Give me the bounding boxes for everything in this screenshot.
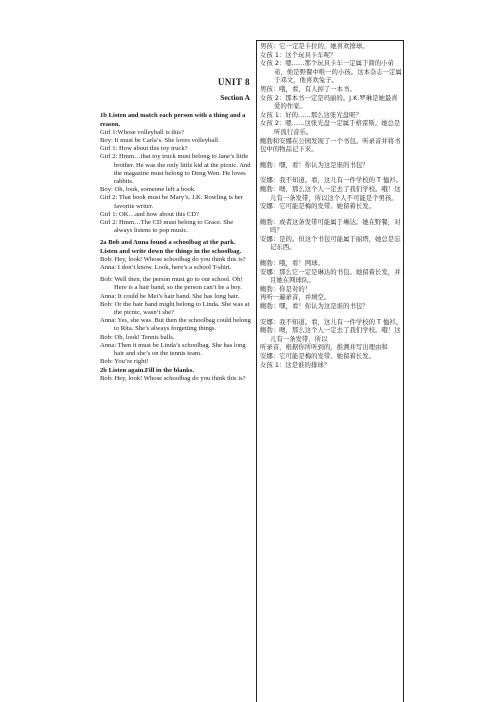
translation-line: 男孩：它一定是卡拉的，她喜欢排球。 xyxy=(260,42,369,50)
english-column xyxy=(100,78,252,383)
dialogue-line: Girl 1: How about this toy truck? xyxy=(100,145,188,153)
section-title: Section A xyxy=(220,93,250,103)
translation-line: 安娜：那么它一定是琳达的书包。她留着长发，并且她在网球队。 xyxy=(260,267,401,285)
unit-title: UNIT 8 xyxy=(217,77,250,87)
dialogue-line: Bob: Oh, look! Tennis balls. xyxy=(100,333,175,341)
translation-line: 女孩 1：好的……那么这张光盘呢？ xyxy=(260,110,362,119)
dialogue-line: Boy: It must be Carla’s. She loves volleyball. xyxy=(100,137,220,145)
dialogue-line: Anna: I don’t know. Look, here’s a school T-shirt. xyxy=(100,264,232,272)
dialogue-line: Girl 2: Hmm…that toy truck must belong to Jane’s little brother. He was the only little kid at the picnic. And the magazine must belong to Deng Wen. He loves rabbits. xyxy=(100,153,251,186)
dialogue-line: Bob: Hey, look! Whose schoolbag do you think this is? xyxy=(100,255,246,263)
dialogue-line: Bob: Or the hair band might belong to Linda. She was at the picnic, wasn’t she? xyxy=(100,300,250,317)
translation-line: 鲍勃：哦，看！网球。 xyxy=(260,259,324,268)
translation-line: 鲍勃：或者这条发带可能属于琳达。她在野餐，对吗？ xyxy=(260,217,401,235)
exercise-2b-title: 2b Listen again.Fill in the blanks. xyxy=(100,366,194,374)
translation-line: 再听一遍录音，并填空。 xyxy=(260,293,331,302)
dialogue-line: Girl 1:Whose volleyball is this? xyxy=(100,128,184,136)
translation-line: 鲍勃：噢，那么这个人一定去了我们学校。哦！这儿有一条发带，所以 xyxy=(260,326,401,343)
dialogue-line: Bob: Well then, the person must go to our school. Oh! Here is a hair band, so the person can’t be a boy. xyxy=(100,276,243,292)
translation-line: 男孩：哦，看，有人掉了一本书。 xyxy=(260,84,356,93)
translation-line: 安娜：我不知道。看，这儿有一件学校的 T 恤衫。 xyxy=(260,176,403,185)
translation-line: 鲍勃：噢，那么这个人一定去了我们学校。哦！这儿有一条发带，所以这个人不可能是个男孩。 xyxy=(260,184,401,202)
translation-line: 女孩 2：嗯……这张光盘一定属于格雷斯。她总是听流行音乐。 xyxy=(260,119,401,136)
dialogue-line: Bob: You’re right! xyxy=(100,358,149,366)
dialogue-line: Anna: Then it must be Linda’s schoolbag. She has long hair and she’s on the tennis team. xyxy=(100,341,246,358)
dialogue-line: Girl 2: That book must be Mary’s. J.K. Rowling is her favorite writer. xyxy=(100,194,243,210)
translation-line: 鲍勃：嘿，看！你认为这是谁的书包？ xyxy=(260,160,369,169)
translation-line: 鲍勃：嘿，看！你认为这是谁的书包？ xyxy=(260,302,369,311)
translation-line: 安娜：我不知道。看，这儿有一件学校的 T 恤衫。 xyxy=(260,317,403,326)
dialogue-line: Anna: Yes, she was. But then the schoolbag could belong to Rita. She’s always forgetting things. xyxy=(100,317,251,333)
translation-line: 女孩 1：这是谁的排球？ xyxy=(260,360,331,369)
translation-line: 安娜：是的。但这个书包可能属于丽塔，她总是忘记东西。 xyxy=(260,234,401,252)
translation-line: 鲍勃：你是对的！ xyxy=(260,284,312,293)
dialogue-line: Boy: Oh, look, someone left a book. xyxy=(100,186,196,194)
translation-line: 女孩 2：那本书一定是玛丽的。J.K.罗琳是她最喜爱的作家。 xyxy=(260,93,398,111)
translation-line: 安娜：它可能是梅的发带。她留着长发。 xyxy=(260,352,376,360)
dialogue-line: Bob: Hey, look! Whose schoolbag do you think this is? xyxy=(100,374,246,382)
exercise-1b-title: 1b Listen and match each person with a thing and a reason. xyxy=(100,112,246,128)
translation-line: 鲍勃和安娜在公园发现了一个书包。听录音并将书包中的物品记下来。 xyxy=(260,136,401,154)
dialogue-line: Anna: It could be Mei’s hair band. She has long hair. xyxy=(100,292,240,300)
dialogue-line: Girl 1: OK…and how about this CD? xyxy=(100,210,199,218)
translation-line: 女孩 1：这个玩具卡车呢？ xyxy=(260,50,337,59)
chinese-translation-column xyxy=(256,40,404,702)
dialogue-line: Girl 2: Hmm…The CD must belong to Grace. She always listens to pop music. xyxy=(100,219,234,235)
translation-line: 听录音，根据你所听到的，推测并写出理由和 xyxy=(260,343,388,352)
translation-line: 女孩 2：嗯……那个玩具卡车一定属于简的小弟弟，他是野餐中唯一的小孩。这本杂志一定属于邓文，他喜欢兔子。 xyxy=(260,59,402,85)
exercise-2a-title: 2a Bob and Anna found a schoolbag at the park. Listen and write down the things in the schoolbag. xyxy=(100,239,242,255)
translation-line: 安娜：它可能是梅的发带。她留着长发。 xyxy=(260,202,376,211)
